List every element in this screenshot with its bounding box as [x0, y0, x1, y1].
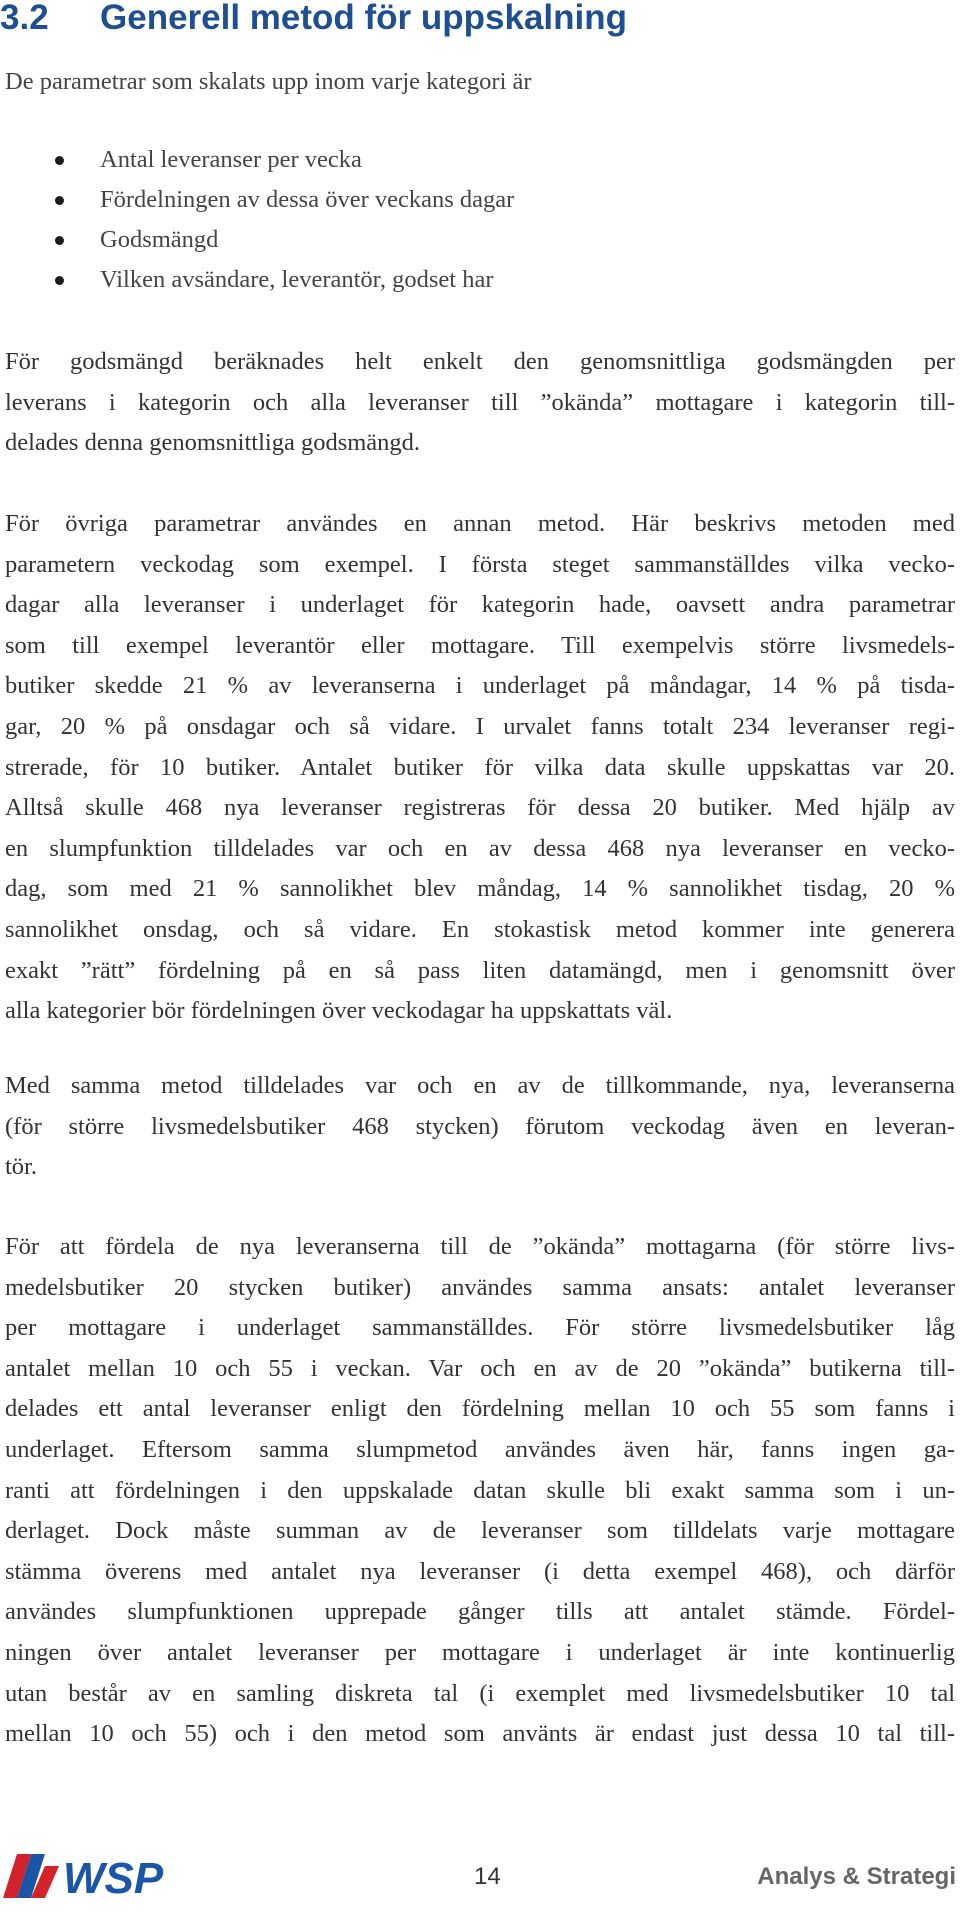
list-item: Antal leveranser per vecka [0, 140, 514, 180]
page-footer [0, 1845, 960, 1905]
list-item: Fördelningen av dessa över veckans dagar [0, 180, 514, 220]
bullet-icon [55, 196, 64, 205]
bullet-icon [55, 156, 64, 165]
bullet-icon [55, 236, 64, 245]
wsp-logo [3, 1854, 183, 1898]
logo-text: WSP [63, 1854, 164, 1898]
section-title: Generell metod för uppskalning [100, 0, 628, 37]
footer-label: Analys & Strategi [757, 1863, 956, 1890]
parameter-list [0, 140, 514, 300]
page-number: 14 [474, 1863, 501, 1890]
intro-text: De parametrar som skalats upp inom varje kategori är [5, 68, 532, 95]
list-item: Godsmängd [0, 220, 514, 260]
paragraph-mottagare: För att fördela de nya leveranserna till de ”okända” mottagarna (för större livs- medelsbutiker 20 stycken butiker) användes samma ansats: antalet leveranser per mottagare i underlaget sammanställdes. För större livsmedelsbutiker låg antalet mellan 10 och 55 i veckan. Var och en av de 20 ”okända” butikerna till- delades ett antal leveranser enligt den fördelning mellan 10 och 55 som fanns i underlaget. Eftersom samma slumpmetod användes även här, fanns ingen ga- ranti att fördelningen i den uppskalade datan skulle bli exakt samma som i un- derlaget. Dock måste summan av de leveranser som tilldelats varje mottagare stämma överens med antalet nya leveranser (i detta exempel 468), och därför användes slumpfunktionen upprepade gånger tills att antalet stämde. Fördel- ningen över antalet leveranser per mottagare i underlaget är inte kontinuerlig utan består av en samling diskreta tal (i exemplet med livsmedelsbutiker 10 tal mellan 10 och 55) och i den metod som använts är endast just dessa 10 tal till- [5, 1233, 955, 1748]
list-item: Vilken avsändare, leverantör, godset har [0, 260, 514, 300]
section-heading [0, 0, 627, 38]
bullet-icon [55, 276, 64, 285]
paragraph-metod: För övriga parametrar användes en annan metod. Här beskrivs metoden med parametern veckodag som exempel. I första steget sammanställdes vilka vecko- dagar alla leveranser i underlaget för kategorin hade, oavsett andra parametrar som till exempel leverantör eller mottagare. Till exempelvis större livsmedels- butiker skedde 21 % av leveranserna i underlaget på måndagar, 14 % på tisda- gar, 20 % på onsdagar och så vidare. I urvalet fanns totalt 234 leveranser regi- strerade, för 10 butiker. Antalet butiker för vilka data skulle uppskattas var 20. Alltså skulle 468 nya leveranser registreras för dessa 20 butiker. Med hjälp av en slumpfunktion tilldelades var och en av dessa 468 nya leveranser en vecko- dag, som med 21 % sannolikhet blev måndag, 14 % sannolikhet tisdag, 20 % sannolikhet onsdag, och så vidare. En stokastisk metod kommer inte generera exakt ”rätt” fördelning på en så pass liten datamängd, men i genomsnitt över alla kategorier bör fördelningen över veckodagar ha uppskattats väl. [5, 510, 955, 1025]
section-number: 3.2 [0, 0, 49, 37]
paragraph-leverantor: Med samma metod tilldelades var och en av de tillkommande, nya, leveranserna (för större livsmedelsbutiker 468 stycken) förutom veckodag även en leveran- tör. [5, 1072, 955, 1181]
paragraph-godsmangd: För godsmängd beräknades helt enkelt den genomsnittliga godsmängden per leverans i kategorin och alla leveranser till ”okända” mottagare i kategorin till- delades denna genomsnittliga godsmängd. [5, 348, 955, 457]
